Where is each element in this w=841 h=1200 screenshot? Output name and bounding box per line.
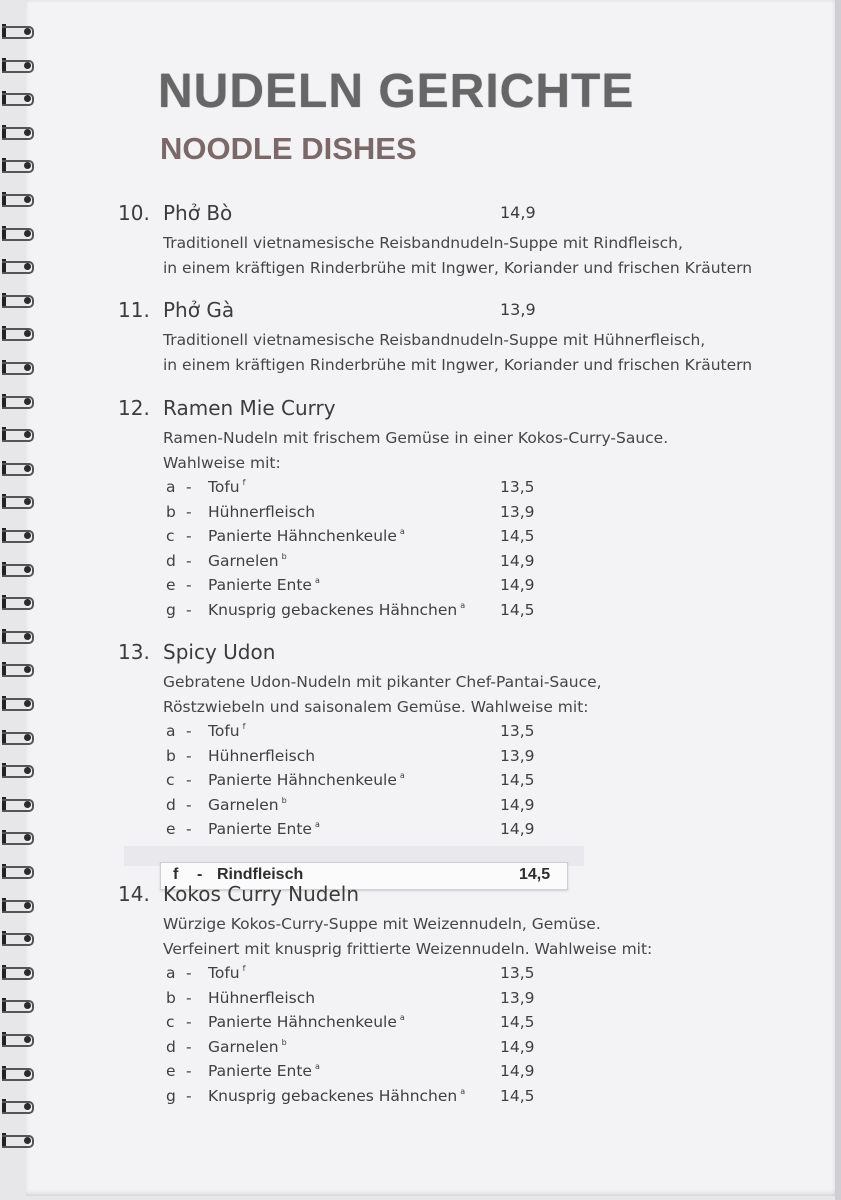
description-line: in einem kräftigen Rinderbrühe mit Ingwer, Koriander und frischen Kräutern bbox=[163, 356, 753, 374]
option-price: 14,9 bbox=[500, 551, 535, 570]
option-price: 13,5 bbox=[500, 722, 535, 740]
option-price: 14,9 bbox=[500, 795, 535, 814]
option-letter: a bbox=[166, 722, 176, 740]
option-name: Knusprig gebackenes Hähnchen $^a$ bbox=[208, 600, 466, 619]
description-line: Traditionell vietnamesische Reisbandnudeln-Suppe mit Rindfleisch, bbox=[163, 234, 683, 252]
dish-number: 10. bbox=[118, 201, 150, 225]
option-dash: - bbox=[186, 820, 192, 839]
option-price: 14,5 bbox=[500, 1086, 535, 1105]
description-line: Wahlweise mit: bbox=[163, 454, 281, 472]
description-line: Traditionell vietnamesische Reisbandnudeln-Suppe mit Hühnerfleisch, bbox=[163, 331, 706, 349]
option-dash: - bbox=[186, 988, 192, 1007]
option-letter: d bbox=[166, 551, 176, 570]
binding-coil bbox=[2, 494, 34, 508]
option-dash: - bbox=[186, 1062, 192, 1081]
option-dash: - bbox=[186, 478, 192, 496]
option-letter: d bbox=[166, 795, 176, 814]
option-price: 14,5 bbox=[500, 1013, 535, 1032]
binding-coil bbox=[2, 158, 34, 172]
dish-name: Ramen Mie Curry bbox=[163, 396, 336, 420]
option-price: 14,5 bbox=[500, 600, 535, 619]
option-price: 13,9 bbox=[500, 502, 535, 521]
option-dash: - bbox=[186, 795, 192, 814]
option-item bbox=[166, 527, 818, 552]
dish-name: Phở Gà bbox=[163, 298, 235, 322]
description-line: Verfeinert mit knusprig frittierte Weizennudeln. Wahlweise mit: bbox=[163, 940, 653, 958]
option-dash: - bbox=[186, 964, 192, 982]
option-item bbox=[166, 1087, 818, 1112]
binding-coil bbox=[2, 125, 34, 139]
option-name: Garnelen $^b$ bbox=[208, 1037, 287, 1056]
option-item bbox=[166, 1038, 818, 1063]
binding-coil bbox=[2, 998, 34, 1012]
binding-coil bbox=[2, 595, 34, 609]
option-price: 14,9 bbox=[500, 820, 535, 839]
option-name: Panierte Hähnchenkeule $^a$ bbox=[208, 527, 405, 546]
option-name: Tofu $^f$ bbox=[208, 478, 246, 496]
option-letter: c bbox=[166, 1013, 175, 1032]
binding-coil bbox=[2, 730, 34, 744]
binding-coil bbox=[2, 1133, 34, 1147]
option-dash: - bbox=[186, 551, 192, 570]
option-name: Knusprig gebackenes Hähnchen $^a$ bbox=[208, 1086, 466, 1105]
binding-coil bbox=[2, 696, 34, 710]
option-dash: - bbox=[186, 600, 192, 619]
option-item bbox=[166, 503, 818, 528]
option-dash: - bbox=[186, 771, 192, 790]
binding-coil bbox=[2, 1066, 34, 1080]
dish-description bbox=[163, 426, 818, 476]
option-dash: - bbox=[186, 1037, 192, 1056]
binding-coil bbox=[2, 259, 34, 273]
option-letter: a bbox=[166, 478, 176, 496]
binding-coil bbox=[2, 965, 34, 979]
option-letter: b bbox=[166, 746, 176, 765]
binding-coil bbox=[2, 898, 34, 912]
option-name: Garnelen $^b$ bbox=[208, 795, 287, 814]
option-price: 14,5 bbox=[500, 527, 535, 546]
option-letter: c bbox=[166, 771, 175, 790]
option-item bbox=[166, 964, 818, 989]
option-name: Tofu $^f$ bbox=[208, 722, 246, 740]
binding-coil bbox=[2, 24, 34, 38]
option-name: Garnelen $^b$ bbox=[208, 551, 287, 570]
option-price: 14,9 bbox=[500, 576, 535, 595]
dish-number: 13. bbox=[118, 640, 150, 664]
option-letter: b bbox=[166, 988, 176, 1007]
option-dash: - bbox=[186, 576, 192, 595]
page-edge bbox=[835, 0, 841, 1200]
binding-coil bbox=[2, 461, 34, 475]
option-item bbox=[166, 771, 818, 796]
option-item bbox=[166, 576, 818, 601]
option-item bbox=[166, 796, 818, 821]
dish-name: Kokos Curry Nudeln bbox=[163, 882, 360, 906]
option-name: Panierte Hähnchenkeule $^a$ bbox=[208, 771, 405, 790]
option-dash: - bbox=[186, 722, 192, 740]
dish-10 bbox=[118, 201, 818, 281]
option-price: 13,9 bbox=[500, 988, 535, 1007]
description-line: Würzige Kokos-Curry-Suppe mit Weizennudeln, Gemüse. bbox=[163, 915, 601, 933]
spiral-binding bbox=[0, 24, 40, 1174]
option-dash: - bbox=[186, 1013, 192, 1032]
option-letter: g bbox=[166, 600, 176, 619]
binding-coil bbox=[2, 226, 34, 240]
binding-coil bbox=[2, 864, 34, 878]
binding-coil bbox=[2, 797, 34, 811]
option-letter: e bbox=[166, 1062, 176, 1081]
option-name: Hühnerfleisch bbox=[208, 988, 316, 1007]
option-item bbox=[166, 1062, 818, 1087]
binding-coil bbox=[2, 427, 34, 441]
binding-coil bbox=[2, 293, 34, 307]
page-subtitle: NOODLE DISHES bbox=[160, 131, 417, 166]
option-name: Panierte Ente $^a$ bbox=[208, 1062, 320, 1081]
option-price: 14,5 bbox=[500, 771, 535, 790]
dish-name: Spicy Udon bbox=[163, 640, 276, 664]
dish-14 bbox=[118, 882, 818, 1112]
binding-coil bbox=[2, 629, 34, 643]
binding-coil bbox=[2, 1099, 34, 1113]
dish-description bbox=[163, 231, 818, 281]
dish-number: 12. bbox=[118, 396, 150, 420]
option-list bbox=[166, 964, 818, 1112]
option-dash: - bbox=[186, 527, 192, 546]
option-item bbox=[166, 722, 818, 747]
option-item bbox=[166, 747, 818, 772]
dish-description bbox=[163, 328, 818, 378]
dish-12 bbox=[118, 396, 818, 626]
option-letter: a bbox=[166, 964, 176, 982]
option-name: Hühnerfleisch bbox=[208, 502, 316, 521]
dish-11 bbox=[118, 298, 818, 378]
option-price: 13,5 bbox=[500, 478, 535, 496]
option-name: Panierte Ente $^a$ bbox=[208, 576, 320, 595]
option-letter: f bbox=[173, 866, 179, 883]
option-dash: - bbox=[197, 866, 203, 883]
binding-coil bbox=[2, 192, 34, 206]
option-dash: - bbox=[186, 502, 192, 521]
option-name: Rindfleisch bbox=[217, 866, 304, 883]
option-price: 13,9 bbox=[500, 746, 535, 765]
option-letter: b bbox=[166, 502, 176, 521]
description-line: Ramen-Nudeln mit frischem Gemüse in einer Kokos-Curry-Sauce. bbox=[163, 429, 669, 447]
option-letter: e bbox=[166, 576, 176, 595]
option-price: 13,5 bbox=[500, 964, 535, 982]
option-item bbox=[166, 552, 818, 577]
option-name: Panierte Ente $^a$ bbox=[208, 820, 320, 839]
option-item bbox=[166, 1013, 818, 1038]
binding-coil bbox=[2, 528, 34, 542]
page-title: NUDELN GERICHTE bbox=[158, 65, 635, 118]
option-dash: - bbox=[186, 1086, 192, 1105]
dish-13 bbox=[118, 640, 818, 870]
binding-coil bbox=[2, 58, 34, 72]
binding-coil bbox=[2, 1032, 34, 1046]
dish-description bbox=[163, 912, 818, 962]
option-name: Tofu $^f$ bbox=[208, 964, 246, 982]
option-letter: d bbox=[166, 1037, 176, 1056]
binding-coil bbox=[2, 91, 34, 105]
option-list bbox=[166, 478, 818, 626]
option-item bbox=[166, 820, 818, 845]
dish-description bbox=[163, 670, 818, 720]
option-price: 14,9 bbox=[500, 1037, 535, 1056]
binding-coil bbox=[2, 763, 34, 777]
dish-price: 13,9 bbox=[500, 300, 536, 319]
binding-coil bbox=[2, 830, 34, 844]
binding-coil bbox=[2, 394, 34, 408]
option-item bbox=[166, 601, 818, 626]
option-dash: - bbox=[186, 746, 192, 765]
description-line: Gebratene Udon-Nudeln mit pikanter Chef-Pantai-Sauce, bbox=[163, 673, 602, 691]
dish-number: 11. bbox=[118, 298, 150, 322]
option-letter: c bbox=[166, 527, 175, 546]
option-price: 14,9 bbox=[500, 1062, 535, 1081]
dish-price: 14,9 bbox=[500, 203, 536, 222]
binding-coil bbox=[2, 360, 34, 374]
binding-coil bbox=[2, 562, 34, 576]
option-item bbox=[166, 989, 818, 1014]
description-line: Röstzwiebeln und saisonalem Gemüse. Wahlweise mit: bbox=[163, 698, 589, 716]
option-name: Panierte Hähnchenkeule $^a$ bbox=[208, 1013, 405, 1032]
option-letter: e bbox=[166, 820, 176, 839]
dish-number: 14. bbox=[118, 882, 150, 906]
dish-name: Phở Bò bbox=[163, 201, 233, 225]
option-price: 14,5 bbox=[519, 866, 551, 883]
option-name: Hühnerfleisch bbox=[208, 746, 316, 765]
binding-coil bbox=[2, 931, 34, 945]
option-item bbox=[166, 478, 818, 503]
binding-coil bbox=[2, 326, 34, 340]
binding-coil bbox=[2, 662, 34, 676]
description-line: in einem kräftigen Rinderbrühe mit Ingwer, Koriander und frischen Kräutern bbox=[163, 259, 753, 277]
option-letter: g bbox=[166, 1086, 176, 1105]
